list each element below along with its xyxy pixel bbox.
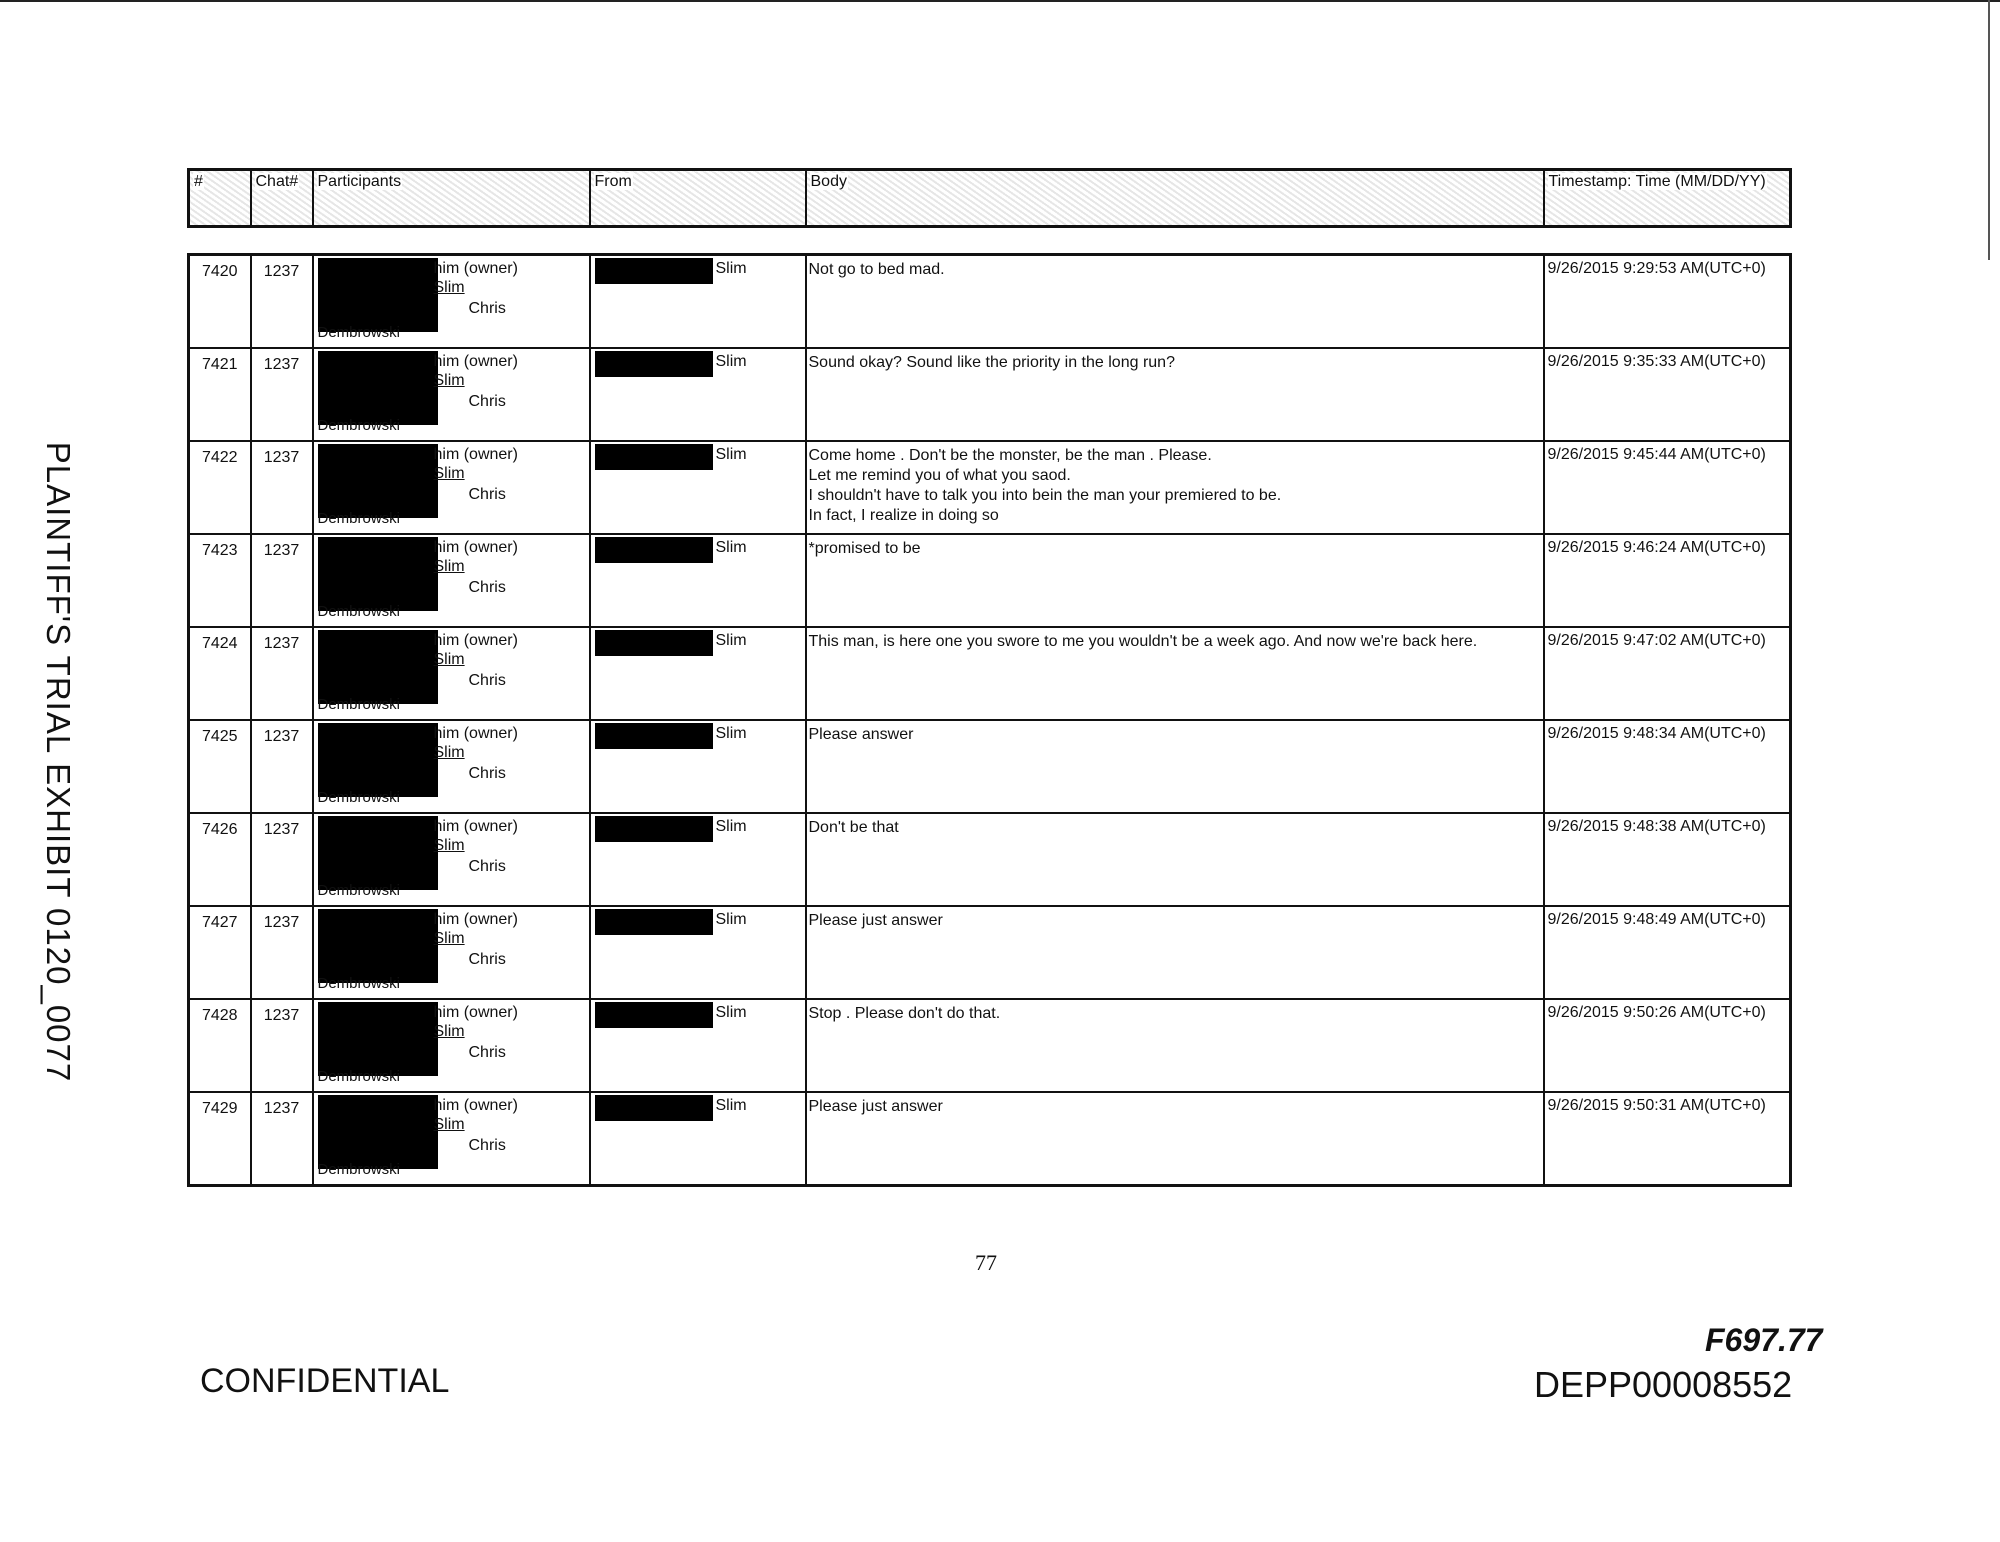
header-body	[806, 170, 1544, 227]
participant-slim: Slim	[433, 930, 465, 947]
redaction-box	[595, 630, 713, 656]
participant-owner: him (owner)	[433, 818, 518, 835]
participant-chris: Chris	[468, 672, 506, 689]
participant-owner: him (owner)	[433, 353, 518, 370]
message-timestamp: 9/26/2015 9:48:34 AM(UTC+0)	[1544, 720, 1791, 813]
chat-number: 1237	[263, 263, 300, 280]
participants-cell	[313, 534, 590, 627]
from-name: Slim	[715, 539, 747, 556]
header-from	[590, 170, 806, 227]
participant-owner: him (owner)	[433, 446, 518, 463]
table-row	[189, 627, 1791, 720]
row-number-cell	[189, 906, 251, 999]
participants-cell	[313, 255, 590, 349]
participants-cell	[313, 720, 590, 813]
row-number-cell	[189, 627, 251, 720]
participant-chris: Chris	[468, 393, 506, 410]
chat-number-cell	[251, 255, 313, 349]
chat-number-cell	[251, 627, 313, 720]
message-body: Stop . Please don't do that.	[806, 999, 1544, 1092]
chat-number: 1237	[263, 1100, 300, 1117]
from-name: Slim	[715, 725, 747, 742]
chat-number: 1237	[263, 356, 300, 373]
participant-slim: Slim	[433, 279, 465, 296]
redaction-box	[595, 816, 713, 842]
row-number: 7425	[201, 728, 238, 745]
redaction-box	[595, 1002, 713, 1028]
chat-number-cell	[251, 720, 313, 813]
redaction-box	[318, 258, 438, 332]
row-number: 7427	[201, 914, 238, 931]
message-body: Don't be that	[806, 813, 1544, 906]
participants-cell	[313, 906, 590, 999]
from-name: Slim	[715, 911, 747, 928]
row-number-cell	[189, 348, 251, 441]
table-row	[189, 906, 1791, 999]
message-body: Not go to bed mad.	[806, 255, 1544, 349]
redaction-box	[318, 351, 438, 425]
participant-last-name: Dembrowski	[317, 1068, 401, 1085]
participant-slim: Slim	[433, 651, 465, 668]
chat-number: 1237	[263, 728, 300, 745]
header-participants	[313, 170, 590, 227]
message-body: Please just answer	[806, 1092, 1544, 1186]
chat-number-cell	[251, 813, 313, 906]
row-number: 7420	[201, 263, 238, 280]
participant-owner: him (owner)	[433, 911, 518, 928]
chat-number-cell	[251, 441, 313, 534]
redaction-box	[318, 723, 438, 797]
redaction-box	[318, 444, 438, 518]
header-body-label: Body	[810, 173, 847, 190]
message-timestamp: 9/26/2015 9:50:31 AM(UTC+0)	[1544, 1092, 1791, 1186]
chat-number-cell	[251, 534, 313, 627]
header-num	[189, 170, 251, 227]
from-cell	[590, 720, 806, 813]
row-number-cell	[189, 1092, 251, 1186]
table-row	[189, 441, 1791, 534]
header-chat	[251, 170, 313, 227]
redaction-box	[318, 537, 438, 611]
page-number: 77	[975, 1250, 997, 1275]
header-timestamp-label: Timestamp: Time (MM/DD/YY)	[1548, 173, 1766, 190]
participant-last-name: Dembrowski	[317, 324, 401, 341]
redaction-box	[595, 909, 713, 935]
chat-number-cell	[251, 1092, 313, 1186]
message-timestamp: 9/26/2015 9:48:38 AM(UTC+0)	[1544, 813, 1791, 906]
redaction-box	[318, 816, 438, 890]
redaction-box	[318, 1002, 438, 1076]
row-number: 7429	[201, 1100, 238, 1117]
row-number: 7428	[201, 1007, 238, 1024]
message-body: *promised to be	[806, 534, 1544, 627]
message-timestamp: 9/26/2015 9:50:26 AM(UTC+0)	[1544, 999, 1791, 1092]
participant-chris: Chris	[468, 1044, 506, 1061]
redaction-box	[318, 909, 438, 983]
header-num-label: #	[194, 173, 203, 190]
from-name: Slim	[715, 446, 747, 463]
redaction-box	[595, 1095, 713, 1121]
message-timestamp: 9/26/2015 9:35:33 AM(UTC+0)	[1544, 348, 1791, 441]
from-name: Slim	[715, 260, 747, 277]
message-body: Please just answer	[806, 906, 1544, 999]
from-name: Slim	[715, 1004, 747, 1021]
right-edge-rule	[1988, 0, 1990, 260]
from-cell	[590, 255, 806, 349]
participant-chris: Chris	[468, 486, 506, 503]
header-table	[187, 168, 1792, 228]
participant-owner: him (owner)	[433, 1097, 518, 1114]
chat-number-cell	[251, 348, 313, 441]
message-body: Come home . Don't be the monster, be the man . Please. Let me remind you of what you saod. I shouldn't have to talk you into bein the man your premiered to be. In fact, I realize in doing so	[806, 441, 1544, 534]
participants-cell	[313, 1092, 590, 1186]
header-from-label: From	[594, 173, 632, 190]
participant-slim: Slim	[433, 558, 465, 575]
participant-slim: Slim	[433, 837, 465, 854]
row-number-cell	[189, 255, 251, 349]
message-timestamp: 9/26/2015 9:48:49 AM(UTC+0)	[1544, 906, 1791, 999]
from-cell	[590, 906, 806, 999]
redaction-box	[595, 444, 713, 470]
participants-cell	[313, 627, 590, 720]
from-cell	[590, 1092, 806, 1186]
row-number: 7423	[201, 542, 238, 559]
redaction-box	[318, 1095, 438, 1169]
redaction-box	[595, 537, 713, 563]
row-number: 7424	[201, 635, 238, 652]
participants-cell	[313, 441, 590, 534]
participant-chris: Chris	[468, 1137, 506, 1154]
chat-number: 1237	[263, 542, 300, 559]
participant-slim: Slim	[433, 1023, 465, 1040]
redaction-box	[595, 351, 713, 377]
row-number-cell	[189, 720, 251, 813]
from-cell	[590, 813, 806, 906]
participants-cell	[313, 813, 590, 906]
participant-last-name: Dembrowski	[317, 1161, 401, 1178]
participant-owner: him (owner)	[433, 1004, 518, 1021]
row-number: 7426	[201, 821, 238, 838]
participant-owner: him (owner)	[433, 260, 518, 277]
from-cell	[590, 627, 806, 720]
table-row	[189, 1092, 1791, 1186]
chat-number: 1237	[263, 635, 300, 652]
chat-number-cell	[251, 999, 313, 1092]
header-row	[189, 170, 1791, 227]
top-rule	[0, 0, 2000, 2]
from-cell	[590, 348, 806, 441]
redaction-box	[318, 630, 438, 704]
chat-number: 1237	[263, 1007, 300, 1024]
row-number-cell	[189, 441, 251, 534]
participant-chris: Chris	[468, 579, 506, 596]
from-cell	[590, 441, 806, 534]
message-table	[187, 253, 1792, 1187]
confidential-label: CONFIDENTIAL	[200, 1362, 450, 1400]
from-cell	[590, 534, 806, 627]
participant-owner: him (owner)	[433, 539, 518, 556]
row-number: 7422	[201, 449, 238, 466]
message-timestamp: 9/26/2015 9:45:44 AM(UTC+0)	[1544, 441, 1791, 534]
header-participants-label: Participants	[317, 173, 402, 190]
exhibit-code: F697.77	[1705, 1322, 1823, 1358]
table-row	[189, 255, 1791, 349]
row-number-cell	[189, 999, 251, 1092]
participant-last-name: Dembrowski	[317, 882, 401, 899]
participant-slim: Slim	[433, 1116, 465, 1133]
message-body: Please answer	[806, 720, 1544, 813]
table-row	[189, 720, 1791, 813]
header-chat-label: Chat#	[255, 173, 299, 190]
bates-number: DEPP00008552	[1534, 1364, 1793, 1405]
message-timestamp: 9/26/2015 9:46:24 AM(UTC+0)	[1544, 534, 1791, 627]
participant-chris: Chris	[468, 858, 506, 875]
participant-last-name: Dembrowski	[317, 417, 401, 434]
chat-number: 1237	[263, 821, 300, 838]
participant-chris: Chris	[468, 951, 506, 968]
redaction-box	[595, 258, 713, 284]
table-row	[189, 348, 1791, 441]
from-cell	[590, 999, 806, 1092]
participant-chris: Chris	[468, 765, 506, 782]
participant-chris: Chris	[468, 300, 506, 317]
participant-slim: Slim	[433, 372, 465, 389]
participants-cell	[313, 348, 590, 441]
row-number: 7421	[201, 356, 238, 373]
chat-number: 1237	[263, 449, 300, 466]
table-row	[189, 813, 1791, 906]
header-timestamp	[1544, 170, 1791, 227]
row-number-cell	[189, 534, 251, 627]
exhibit-side-label: PLAINTIFF'S TRIAL EXHIBIT 0120_0077	[40, 441, 77, 1083]
participant-last-name: Dembrowski	[317, 603, 401, 620]
table-row	[189, 999, 1791, 1092]
from-name: Slim	[715, 632, 747, 649]
participant-slim: Slim	[433, 465, 465, 482]
participant-last-name: Dembrowski	[317, 696, 401, 713]
redaction-box	[595, 723, 713, 749]
participant-last-name: Dembrowski	[317, 789, 401, 806]
message-timestamp: 9/26/2015 9:29:53 AM(UTC+0)	[1544, 255, 1791, 349]
participant-last-name: Dembrowski	[317, 975, 401, 992]
participant-owner: him (owner)	[433, 725, 518, 742]
participant-slim: Slim	[433, 744, 465, 761]
message-body: Sound okay? Sound like the priority in the long run?	[806, 348, 1544, 441]
from-name: Slim	[715, 353, 747, 370]
message-timestamp: 9/26/2015 9:47:02 AM(UTC+0)	[1544, 627, 1791, 720]
table-row	[189, 534, 1791, 627]
from-name: Slim	[715, 1097, 747, 1114]
participant-owner: him (owner)	[433, 632, 518, 649]
from-name: Slim	[715, 818, 747, 835]
participant-last-name: Dembrowski	[317, 510, 401, 527]
participants-cell	[313, 999, 590, 1092]
row-number-cell	[189, 813, 251, 906]
message-body: This man, is here one you swore to me you wouldn't be a week ago. And now we're back here.	[806, 627, 1544, 720]
chat-number: 1237	[263, 914, 300, 931]
chat-number-cell	[251, 906, 313, 999]
